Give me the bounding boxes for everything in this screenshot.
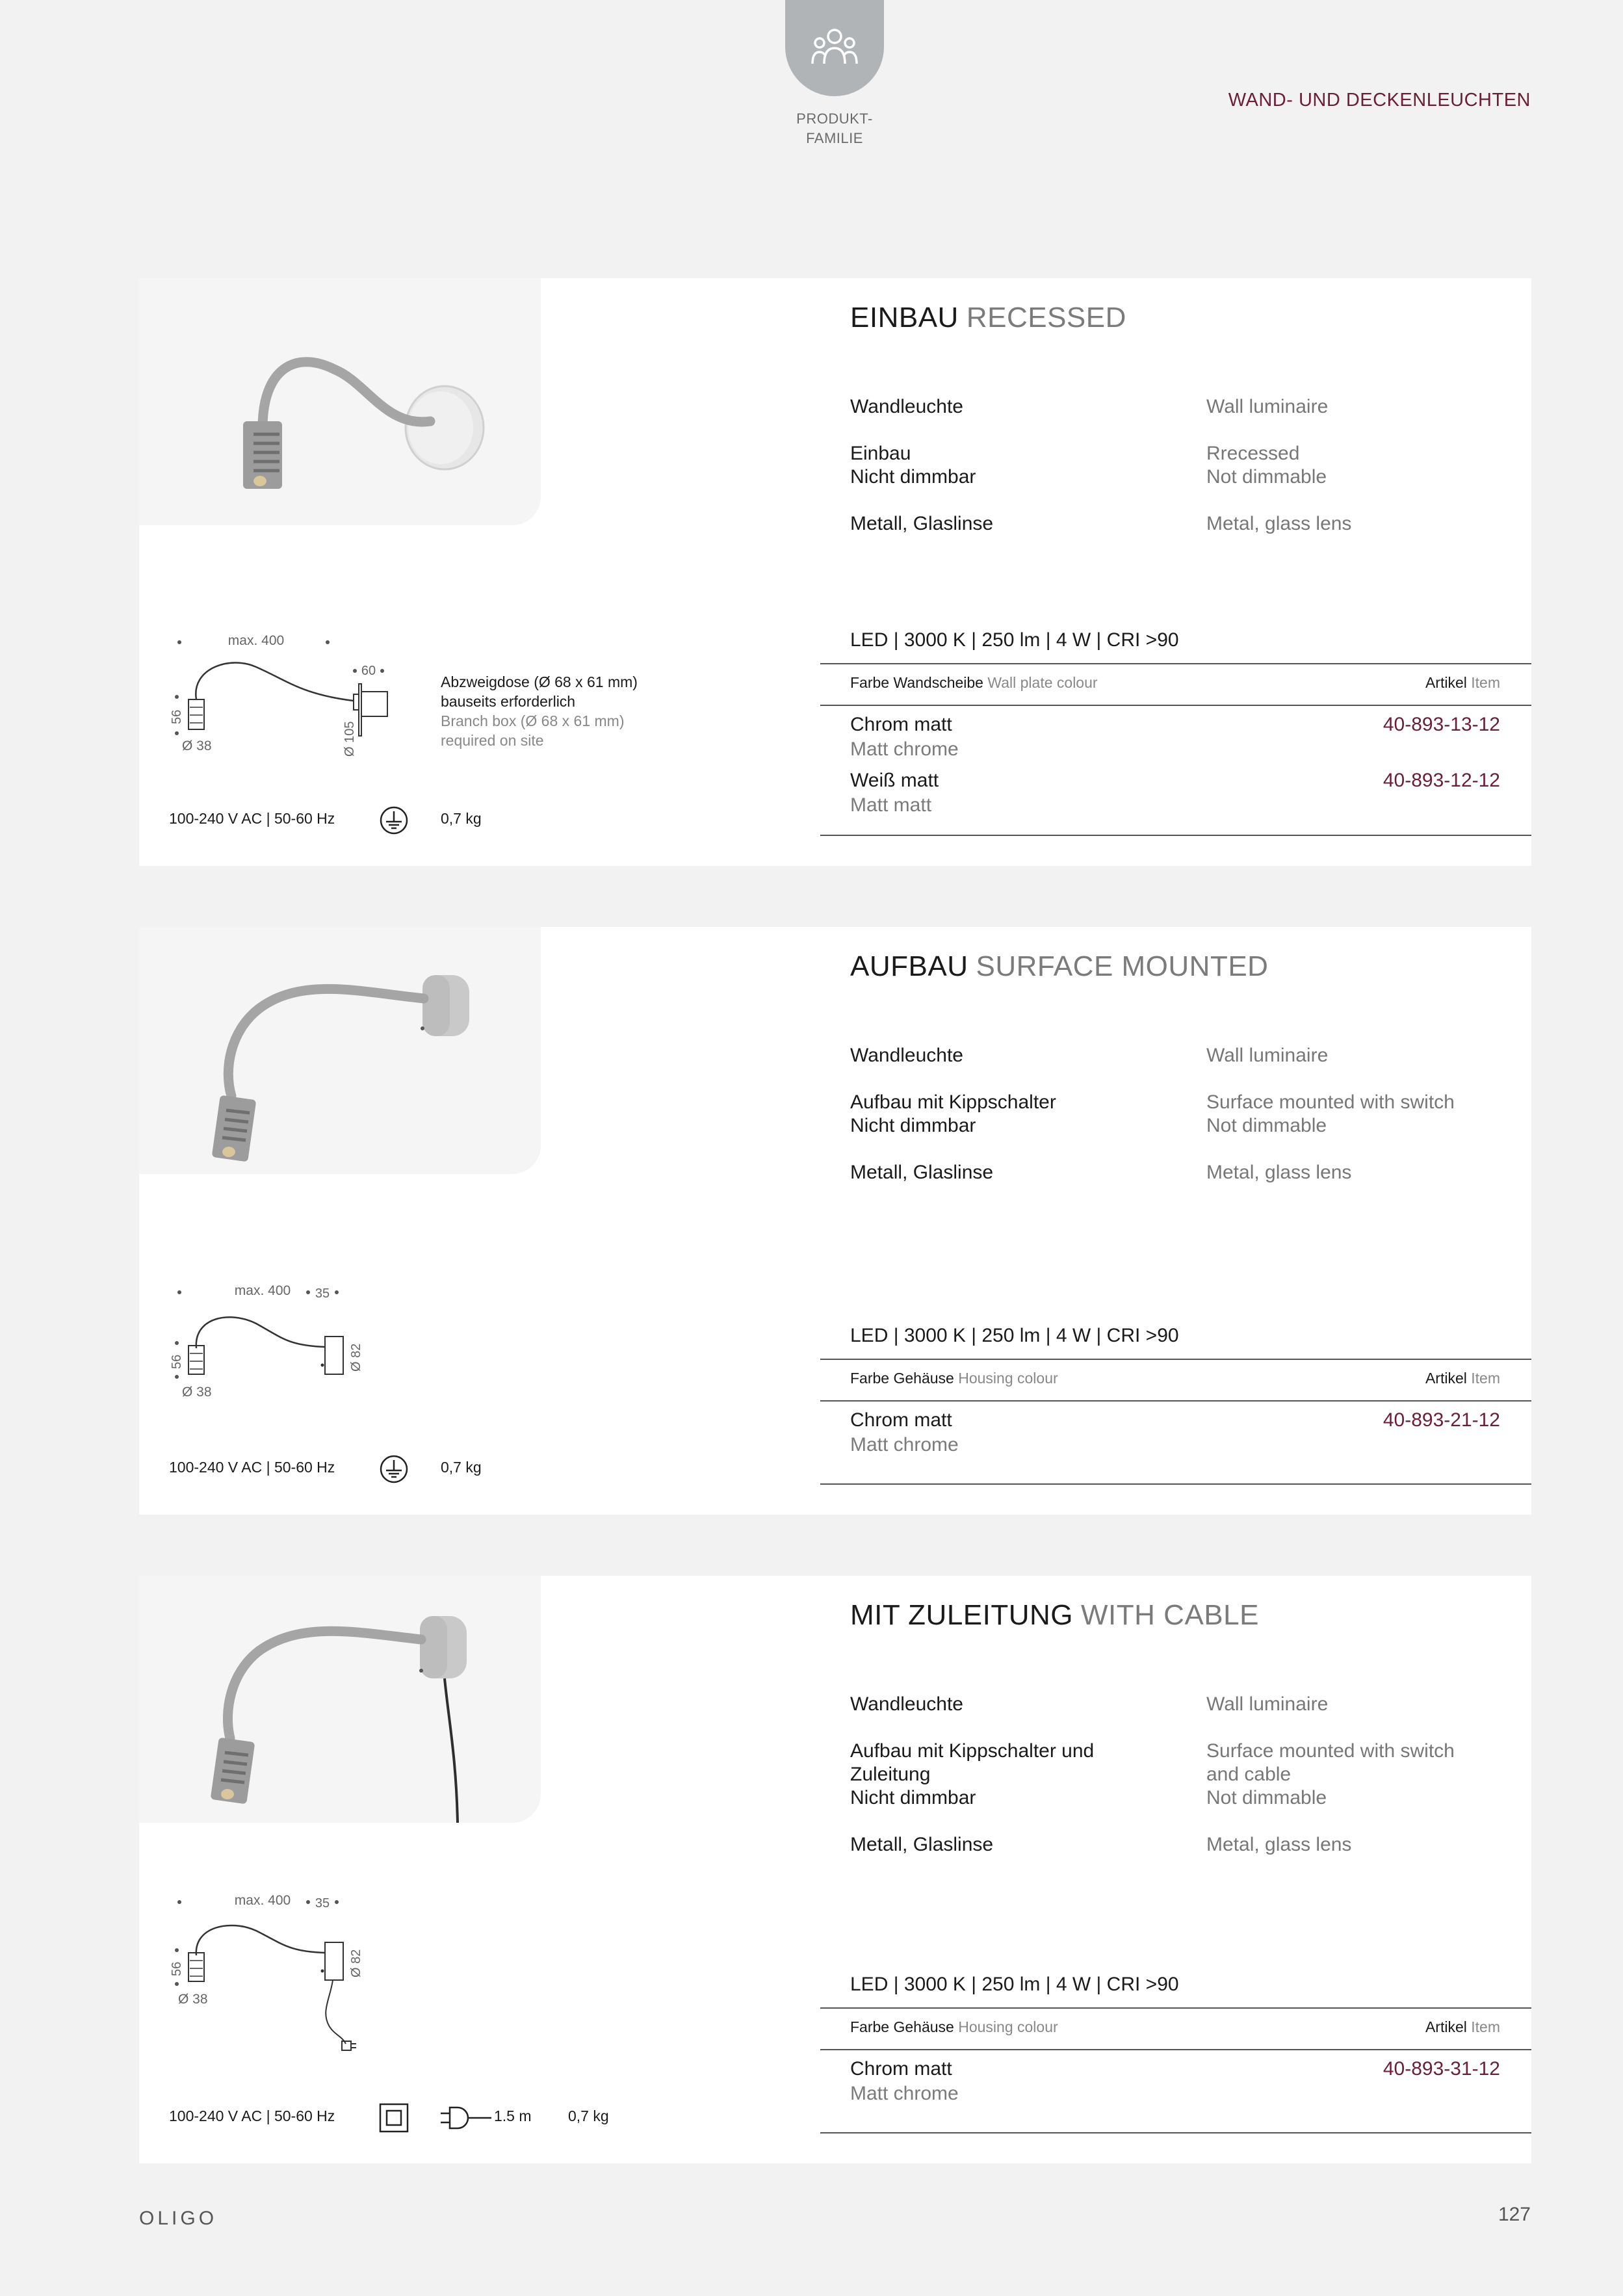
weight: 0,7 kg [441,810,482,827]
dim-box: Ø 82 [349,1949,363,1977]
table-rule [820,1483,1531,1485]
product-family-icon [811,26,858,68]
led-spec: LED | 3000 K | 250 lm | 4 W | CRI >90 [850,1974,1179,1995]
prop-de: Aufbau mit Kippschalter und [850,1740,1095,1762]
product-photo-cable [139,1576,541,1823]
dim-box: Ø 105 [343,721,357,757]
prop-en: Metal, glass lens [1206,1834,1352,1855]
dimension-drawing-surface [159,1278,432,1415]
led-spec: LED | 3000 K | 250 lm | 4 W | CRI >90 [850,1325,1179,1346]
prop-en: Metal, glass lens [1206,1162,1352,1183]
table-rule [820,705,1531,706]
table-row: Chrom matt Matt chrome 40-893-31-12 [850,2058,1500,2104]
dim-max: max. 400 [234,1893,291,1908]
dim-max: max. 400 [234,1283,291,1298]
voltage: 100-240 V AC | 50-60 Hz [169,1459,335,1476]
article-code: 40-893-13-12 [1383,714,1500,735]
prop-en: Rrecessed [1206,443,1300,464]
dim-max: max. 400 [227,633,285,648]
weight: 0,7 kg [568,2107,609,2124]
product-card-surface [139,927,1531,1515]
product-title-cable: MIT ZULEITUNG WITH CABLE [850,1599,1259,1631]
table-rule [820,2049,1531,2050]
product-photo-surface [139,927,541,1174]
dimension-drawing-recessed [159,629,432,766]
prop-en: Metal, glass lens [1206,513,1352,534]
brand-logo: OLIGO [139,2208,218,2229]
dim-diameter: Ø 38 [182,1385,212,1400]
table-row: Weiß matt Matt matt 40-893-12-12 [850,770,1500,816]
prop-en: Wall luminaire [1206,1693,1329,1715]
prop-de: Einbau [850,443,911,464]
table-rule [820,1359,1531,1360]
double-insulation-icon [378,2102,409,2133]
dim-diameter: Ø 38 [178,1992,208,2007]
voltage: 100-240 V AC | 50-60 Hz [169,810,335,827]
weight: 0,7 kg [441,1459,482,1476]
prop-en: and cable [1206,1764,1292,1785]
prop-de: Aufbau mit Kippschalter [850,1091,1056,1113]
table-rule [820,2132,1531,2133]
dim-height: 56 [170,1961,184,1976]
product-family-label: PRODUKT- FAMILIE [796,111,873,146]
prop-de: Metall, Glaslinse [850,513,994,534]
table-row: Chrom matt Matt chrome 40-893-13-12 [850,714,1500,760]
earth-ground-icon [378,805,409,836]
prop-en: Wall luminaire [1206,396,1329,417]
table-rule [820,2007,1531,2009]
table-rule [820,1400,1531,1402]
article-code: 40-893-21-12 [1383,1409,1500,1431]
prop-de: Nicht dimmbar [850,1787,976,1808]
dim-plate: 35 [315,1896,330,1911]
cable-length: 1.5 m [494,2107,532,2124]
product-card-recessed [139,278,1531,866]
prop-de: Wandleuchte [850,1693,963,1715]
product-title-surface: AUFBAU SURFACE MOUNTED [850,950,1269,982]
product-card-cable [139,1576,1531,2163]
prop-de: Metall, Glaslinse [850,1834,994,1855]
prop-de: Metall, Glaslinse [850,1162,994,1183]
table-header: Farbe Gehäuse Housing colour Artikel Item [850,1370,1500,1387]
prop-en: Surface mounted with switch [1206,1740,1455,1762]
dim-plate: 35 [315,1286,330,1301]
table-header: Farbe Wandscheibe Wall plate colour Artikel Item [850,674,1500,691]
product-family-tab [785,0,884,96]
table-rule [820,835,1531,836]
prop-en: Not dimmable [1206,1115,1327,1136]
prop-en: Not dimmable [1206,1787,1327,1808]
table-rule [820,663,1531,664]
article-code: 40-893-12-12 [1383,770,1500,791]
prop-en: Not dimmable [1206,466,1327,488]
prop-de: Zuleitung [850,1764,931,1785]
dim-diameter: Ø 38 [182,738,212,753]
branch-box-note: Abzweigdose (Ø 68 x 61 mm) bauseits erforderlich Branch box (Ø 68 x 61 mm) required on site [441,673,638,749]
table-header: Farbe Gehäuse Housing colour Artikel Item [850,2018,1500,2035]
prop-en: Wall luminaire [1206,1045,1329,1066]
prop-de: Nicht dimmbar [850,466,976,488]
article-code: 40-893-31-12 [1383,2058,1500,2080]
dim-height: 56 [170,1354,184,1369]
dim-height: 56 [170,709,184,724]
dimension-drawing-cable [159,1888,432,2057]
page-number: 127 [1498,2204,1531,2225]
product-photo-recessed [139,278,541,525]
table-row: Chrom matt Matt chrome 40-893-21-12 [850,1409,1500,1455]
prop-de: Nicht dimmbar [850,1115,976,1136]
led-spec: LED | 3000 K | 250 lm | 4 W | CRI >90 [850,629,1179,651]
product-title-recessed: EINBAU RECESSED [850,302,1126,333]
prop-en: Surface mounted with switch [1206,1091,1455,1113]
earth-ground-icon [378,1454,409,1485]
prop-de: Wandleuchte [850,1045,963,1066]
dim-plate: 60 [361,664,376,678]
prop-de: Wandleuchte [850,396,963,417]
dim-box: Ø 82 [349,1343,363,1372]
voltage: 100-240 V AC | 50-60 Hz [169,2107,335,2124]
category-heading: WAND- UND DECKENLEUCHTEN [1228,90,1531,111]
plug-icon [439,2105,493,2131]
